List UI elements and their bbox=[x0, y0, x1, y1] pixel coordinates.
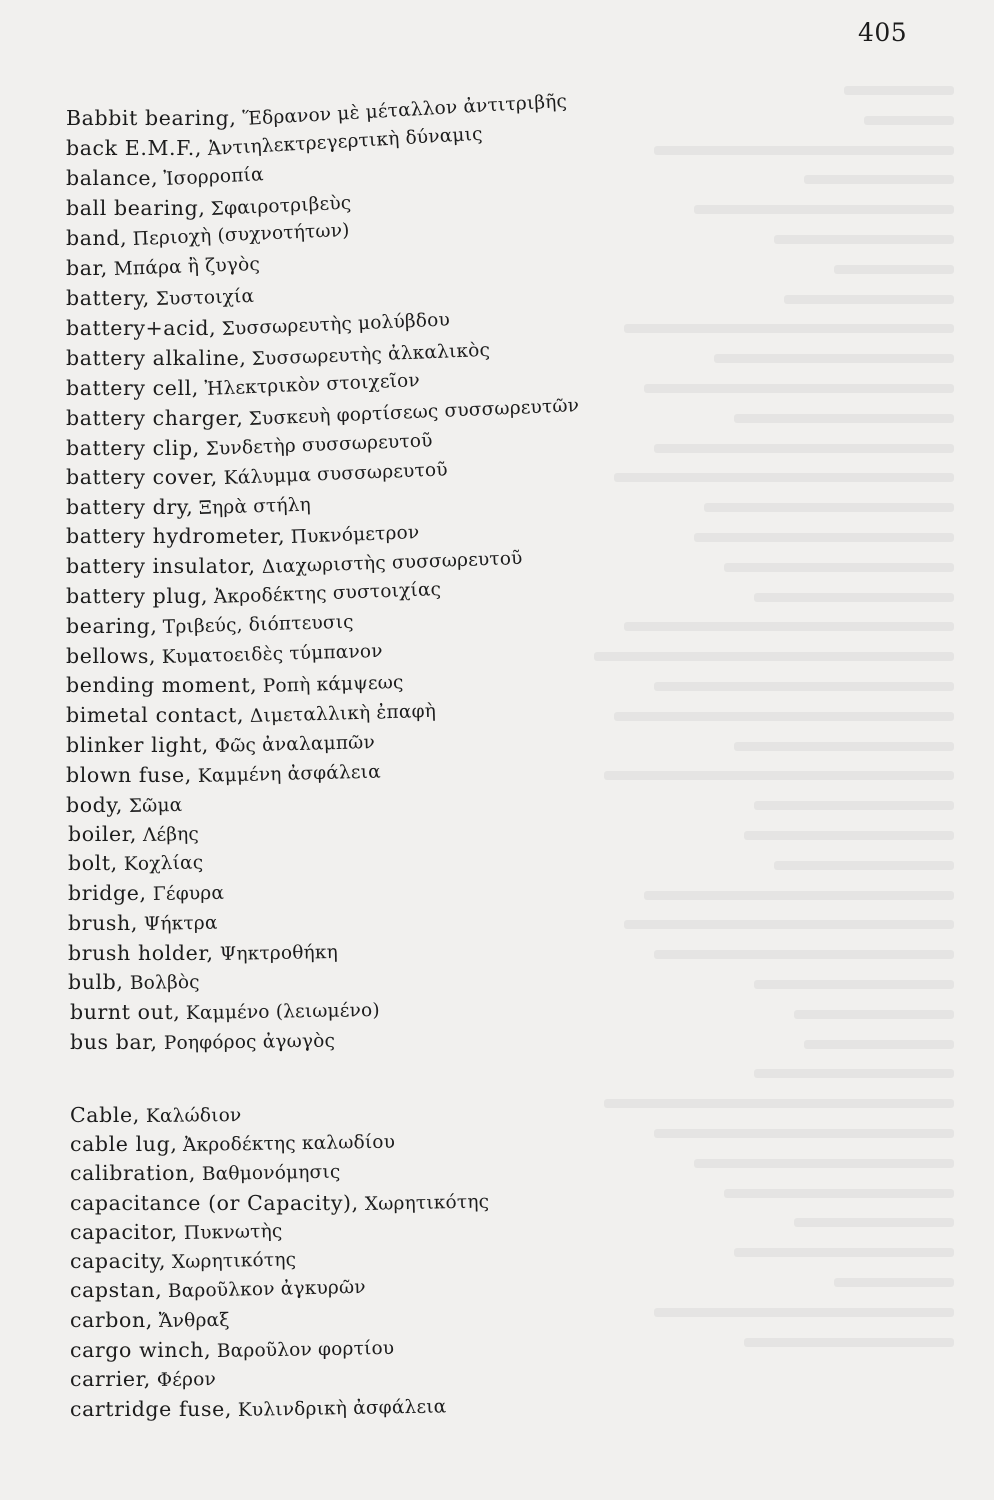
entry-term: battery charger, bbox=[66, 406, 244, 430]
glossary-entry bbox=[66, 700, 437, 727]
entry-greek: Συσσωρευτὴς ἀλκαλικὸς bbox=[251, 339, 491, 370]
glossary-entry bbox=[70, 999, 381, 1024]
entry-greek: Καμμένη ἀσφάλεια bbox=[197, 761, 381, 787]
entry-term: blown fuse, bbox=[66, 763, 192, 787]
glossary-entry bbox=[66, 459, 448, 489]
glossary-entry bbox=[66, 90, 568, 130]
entry-greek: Γέφυρα bbox=[152, 882, 224, 905]
entry-term: balance, bbox=[66, 166, 159, 190]
entry-term: capacity, bbox=[70, 1249, 167, 1273]
glossary-entry bbox=[70, 1131, 396, 1156]
glossary-entry bbox=[68, 972, 199, 994]
glossary-entry bbox=[66, 579, 442, 608]
entry-greek: Βαροῦλκον ἀγκυρῶν bbox=[168, 1276, 367, 1302]
entry-greek: Φῶς ἀναλαμπῶν bbox=[214, 732, 376, 757]
glossary-entry bbox=[68, 824, 199, 846]
glossary-entry bbox=[66, 164, 265, 190]
glossary-entry bbox=[70, 1163, 341, 1185]
entry-term: back E.M.F., bbox=[66, 136, 203, 160]
entry-greek: Ἀντιηλεκτρεγερτικὴ δύναμις bbox=[207, 123, 484, 160]
entry-greek: Κυλινδρικὴ ἀσφάλεια bbox=[237, 1396, 447, 1421]
entry-term: carrier, bbox=[70, 1367, 151, 1391]
entry-greek: Κάλυμμα συσσωρευτοῦ bbox=[223, 459, 448, 489]
glossary-entry bbox=[66, 370, 421, 400]
entry-greek: Ἀκροδέκτης καλωδίου bbox=[183, 1131, 396, 1156]
entry-term: battery cover, bbox=[66, 465, 218, 489]
glossary-entry bbox=[70, 1337, 395, 1362]
glossary-entry bbox=[66, 761, 381, 787]
entry-term: bolt, bbox=[68, 851, 118, 875]
glossary-entry bbox=[66, 494, 312, 519]
glossary-entry bbox=[70, 1222, 282, 1244]
glossary-entry bbox=[66, 732, 376, 757]
glossary-entry bbox=[68, 853, 203, 875]
entry-term: capacitor, bbox=[70, 1220, 178, 1244]
entry-term: bellows, bbox=[66, 644, 157, 668]
entry-greek: Συνδετὴρ συσσωρευτοῦ bbox=[205, 430, 433, 460]
entry-term: bulb, bbox=[68, 970, 124, 994]
entry-greek: Ἄνθραξ bbox=[158, 1309, 230, 1332]
entry-term: bending moment, bbox=[66, 673, 258, 697]
glossary-entry bbox=[70, 1105, 241, 1127]
entry-term: bridge, bbox=[68, 881, 147, 905]
entry-term: brush holder, bbox=[68, 941, 214, 965]
entry-term: battery alkaline, bbox=[66, 346, 247, 370]
entry-term: bimetal contact, bbox=[66, 703, 245, 727]
glossary-entry bbox=[66, 339, 491, 370]
glossary-entry bbox=[66, 795, 182, 817]
entry-greek: Βαροῦλον φορτίου bbox=[216, 1337, 395, 1362]
glossary-entry bbox=[66, 522, 421, 548]
entry-greek: Λέβης bbox=[142, 823, 200, 846]
glossary-entry bbox=[70, 1251, 296, 1273]
entry-greek: Σφαιροτριβεὺς bbox=[210, 192, 353, 220]
entry-greek: Χωρητικότης bbox=[364, 1191, 490, 1215]
entry-greek: Καλώδιον bbox=[145, 1105, 242, 1127]
entry-term: Babbit bearing, bbox=[66, 106, 237, 130]
glossary-entry bbox=[66, 395, 581, 430]
entry-term: cable lug, bbox=[70, 1132, 178, 1156]
entry-greek: Βαθμονόμησις bbox=[201, 1161, 341, 1185]
glossary-entry bbox=[68, 943, 338, 965]
entry-greek: Τριβεύς, διόπτευσις bbox=[163, 611, 355, 638]
entry-term: calibration, bbox=[70, 1161, 197, 1185]
entry-greek: Ψηκτροθήκη bbox=[219, 941, 338, 965]
glossary-entry bbox=[66, 285, 255, 310]
entry-greek: Διμεταλλικὴ ἐπαφὴ bbox=[249, 700, 437, 727]
glossary-entry bbox=[70, 1310, 230, 1332]
entry-term: battery clip, bbox=[66, 436, 200, 460]
entry-term: battery dry, bbox=[66, 495, 194, 519]
entry-term: battery+acid, bbox=[66, 316, 217, 340]
glossary-entry bbox=[66, 253, 261, 280]
entry-greek: Φέρον bbox=[156, 1368, 216, 1391]
entry-term: carbon, bbox=[70, 1308, 153, 1332]
entry-greek: Διαχωριστὴς συσσωρευτοῦ bbox=[261, 547, 523, 578]
entry-term: cartridge fuse, bbox=[70, 1397, 232, 1421]
glossary-entry bbox=[66, 192, 353, 220]
entry-term: Cable, bbox=[70, 1103, 140, 1127]
glossary-entry bbox=[66, 219, 351, 250]
entry-term: battery cell, bbox=[66, 376, 199, 400]
entry-greek: Περιοχὴ (συχνοτήτων) bbox=[132, 219, 351, 250]
glossary-entry bbox=[70, 1276, 367, 1302]
glossary-entry bbox=[66, 640, 384, 668]
glossary-entry bbox=[66, 611, 355, 638]
entry-greek: Καμμένο (λειωμένο) bbox=[186, 999, 381, 1024]
entry-greek: Κυματοειδὲς τύμπανον bbox=[161, 640, 384, 668]
entry-term: ball bearing, bbox=[66, 196, 206, 220]
glossary-entry bbox=[70, 1396, 447, 1421]
entry-greek: Ροπὴ κάμψεως bbox=[262, 672, 405, 697]
glossary-entry bbox=[66, 672, 405, 697]
entry-term: battery hydrometer, bbox=[66, 524, 286, 548]
glossary-entry bbox=[68, 883, 224, 905]
entry-term: body, bbox=[66, 793, 123, 817]
glossary-entry bbox=[66, 309, 451, 340]
entry-greek: Πυκνόμετρον bbox=[290, 522, 421, 548]
entry-greek: Κοχλίας bbox=[123, 852, 204, 875]
entry-greek: Χωρητικότης bbox=[171, 1249, 297, 1273]
page-number: 405 bbox=[858, 18, 908, 47]
entry-greek: Ἕδρανον μὲ μέταλλον ἀντιτριβῆς bbox=[241, 90, 568, 130]
glossary-entry bbox=[66, 123, 484, 160]
entry-term: boiler, bbox=[68, 822, 137, 846]
entry-greek: Ἠλεκτρικὸν στοιχεῖον bbox=[204, 370, 421, 400]
entry-greek: Σῶμα bbox=[128, 794, 183, 817]
entry-term: burnt out, bbox=[70, 1000, 181, 1024]
glossary-entry bbox=[68, 913, 218, 935]
entry-greek: Πυκνωτὴς bbox=[183, 1220, 283, 1244]
entry-term: capstan, bbox=[70, 1278, 163, 1302]
glossary-entry bbox=[70, 1369, 216, 1391]
entry-term: battery plug, bbox=[66, 584, 209, 608]
entry-greek: Συσσωρευτὴς μολύβδου bbox=[221, 309, 451, 340]
glossary-entry bbox=[70, 1193, 489, 1215]
entry-term: battery, bbox=[66, 286, 150, 310]
entry-greek: Ροηφόρος ἀγωγὸς bbox=[163, 1030, 335, 1054]
entry-term: battery insulator, bbox=[66, 554, 256, 578]
entry-greek: Συσκευὴ φορτίσεως συσσωρευτῶν bbox=[248, 395, 581, 430]
entry-term: cargo winch, bbox=[70, 1338, 212, 1362]
entry-term: bar, bbox=[66, 256, 108, 280]
glossary-entry bbox=[66, 547, 523, 578]
entry-term: bus bar, bbox=[70, 1030, 158, 1054]
glossary-entry bbox=[66, 430, 433, 460]
entry-term: capacitance (or Capacity), bbox=[70, 1191, 359, 1215]
entry-term: brush, bbox=[68, 911, 138, 935]
entry-greek: Βολβὸς bbox=[129, 971, 200, 994]
entry-term: bearing, bbox=[66, 614, 158, 638]
entry-term: blinker light, bbox=[66, 733, 209, 757]
entry-greek: Ψήκτρα bbox=[143, 912, 218, 935]
entry-greek: Συστοιχία bbox=[155, 285, 255, 310]
entry-greek: Ἰσορροπία bbox=[163, 164, 265, 190]
entry-greek: Μπάρα ἢ ζυγὸς bbox=[113, 253, 261, 280]
entry-term: band, bbox=[66, 226, 128, 250]
glossary-entry bbox=[70, 1032, 335, 1054]
entry-greek: Ἀκροδέκτης συστοιχίας bbox=[213, 579, 442, 608]
entry-greek: Ξηρὰ στήλη bbox=[198, 494, 312, 519]
